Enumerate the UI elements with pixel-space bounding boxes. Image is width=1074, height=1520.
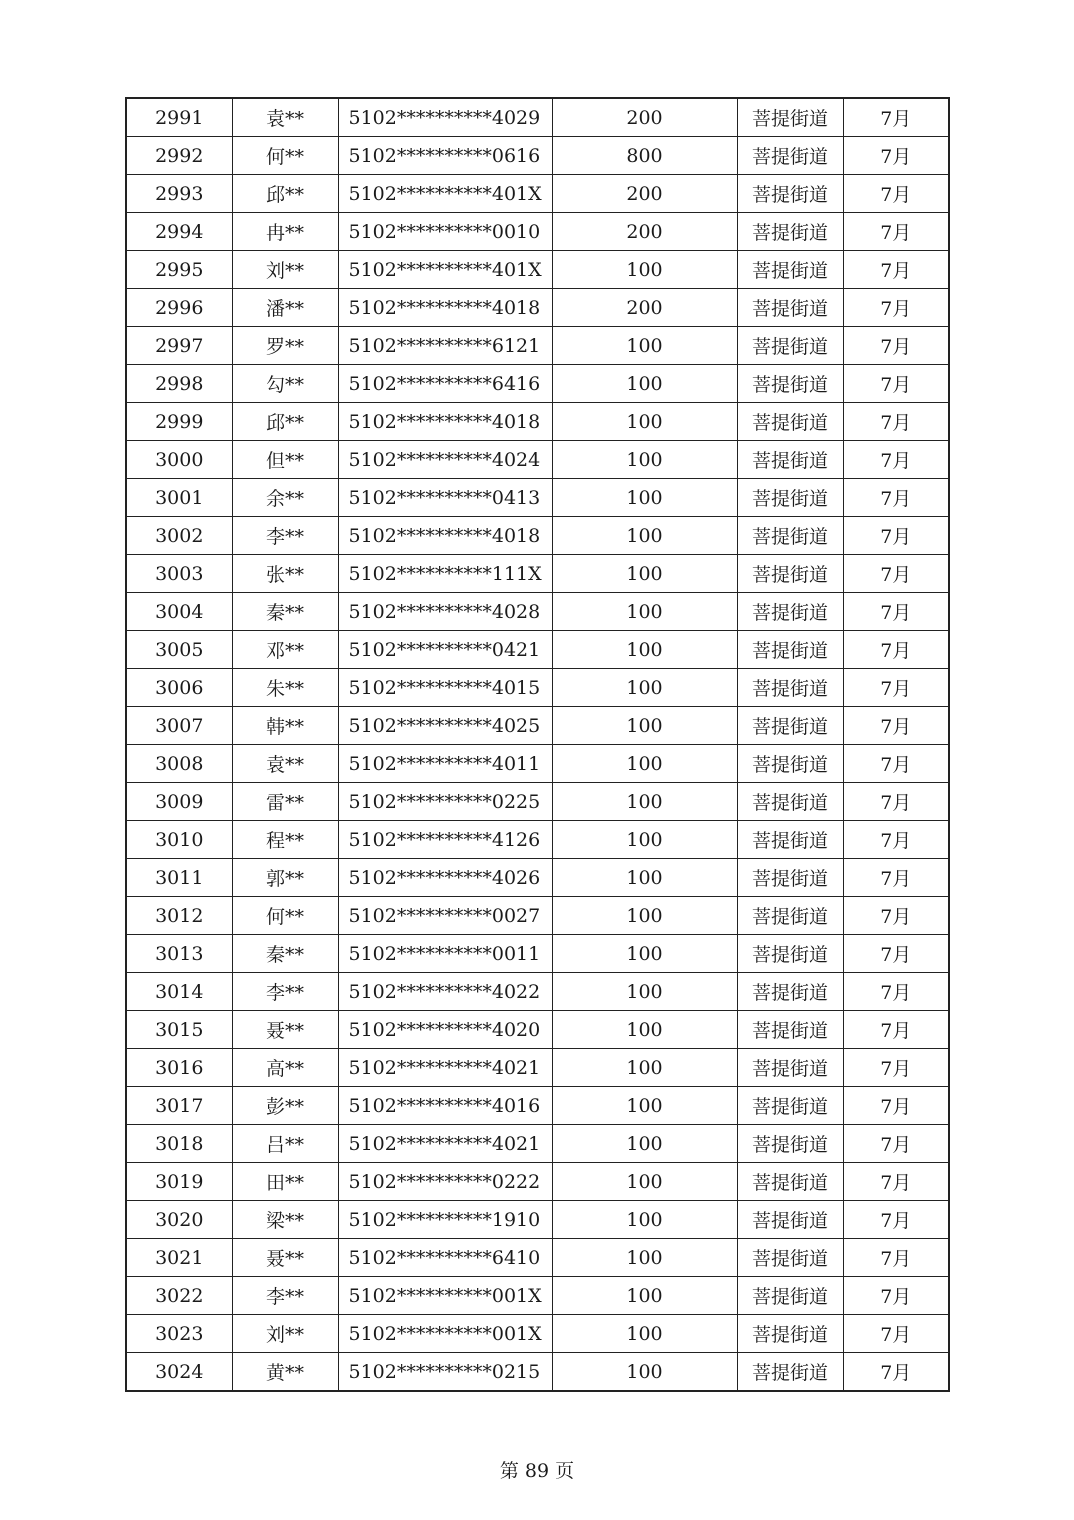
cell-month: 7月 [843,365,949,403]
cell-street: 菩提街道 [737,175,843,213]
cell-id-number: 5102**********4029 [338,98,552,137]
cell-amount: 100 [552,1049,737,1087]
cell-month: 7月 [843,897,949,935]
cell-street: 菩提街道 [737,98,843,137]
cell-month: 7月 [843,973,949,1011]
cell-name: 韩** [232,707,338,745]
cell-name: 雷** [232,783,338,821]
cell-street: 菩提街道 [737,1163,843,1201]
cell-month: 7月 [843,517,949,555]
cell-id-number: 5102**********4018 [338,517,552,555]
cell-id-number: 5102**********111X [338,555,552,593]
cell-amount: 100 [552,1315,737,1353]
cell-street: 菩提街道 [737,1277,843,1315]
cell-month: 7月 [843,1125,949,1163]
cell-month: 7月 [843,289,949,327]
cell-street: 菩提街道 [737,783,843,821]
cell-street: 菩提街道 [737,1049,843,1087]
cell-amount: 100 [552,973,737,1011]
cell-amount: 100 [552,403,737,441]
cell-month: 7月 [843,1277,949,1315]
cell-amount: 100 [552,1125,737,1163]
table-row [126,175,949,213]
cell-month: 7月 [843,1353,949,1392]
cell-amount: 100 [552,479,737,517]
cell-id-number: 5102**********0421 [338,631,552,669]
table-row [126,783,949,821]
cell-amount: 200 [552,289,737,327]
cell-name: 何** [232,897,338,935]
table-row [126,1353,949,1392]
table-row [126,1087,949,1125]
cell-street: 菩提街道 [737,213,843,251]
cell-month: 7月 [843,137,949,175]
cell-serial-number: 2992 [126,137,232,175]
table-row [126,897,949,935]
cell-id-number: 5102**********4018 [338,289,552,327]
cell-amount: 100 [552,517,737,555]
cell-street: 菩提街道 [737,935,843,973]
cell-street: 菩提街道 [737,1201,843,1239]
cell-street: 菩提街道 [737,251,843,289]
cell-serial-number: 3011 [126,859,232,897]
cell-id-number: 5102**********4015 [338,669,552,707]
cell-name: 何** [232,137,338,175]
cell-id-number: 5102**********4022 [338,973,552,1011]
cell-street: 菩提街道 [737,821,843,859]
table-row [126,289,949,327]
cell-serial-number: 2994 [126,213,232,251]
records-table-body [126,98,949,1391]
cell-serial-number: 2993 [126,175,232,213]
table-row [126,593,949,631]
cell-serial-number: 3024 [126,1353,232,1392]
cell-month: 7月 [843,403,949,441]
cell-amount: 100 [552,707,737,745]
cell-street: 菩提街道 [737,1353,843,1392]
cell-serial-number: 3019 [126,1163,232,1201]
cell-serial-number: 3001 [126,479,232,517]
cell-amount: 100 [552,1201,737,1239]
cell-serial-number: 3002 [126,517,232,555]
cell-name: 吕** [232,1125,338,1163]
table-row [126,1163,949,1201]
table-row [126,707,949,745]
cell-street: 菩提街道 [737,441,843,479]
table-row [126,859,949,897]
cell-name: 余** [232,479,338,517]
cell-name: 刘** [232,1315,338,1353]
cell-month: 7月 [843,175,949,213]
table-row [126,555,949,593]
table-row [126,821,949,859]
cell-month: 7月 [843,98,949,137]
cell-id-number: 5102**********0413 [338,479,552,517]
cell-street: 菩提街道 [737,859,843,897]
cell-id-number: 5102**********4126 [338,821,552,859]
cell-id-number: 5102**********401X [338,175,552,213]
cell-month: 7月 [843,1201,949,1239]
cell-serial-number: 3017 [126,1087,232,1125]
cell-amount: 100 [552,631,737,669]
cell-name: 聂** [232,1011,338,1049]
cell-id-number: 5102**********0225 [338,783,552,821]
cell-month: 7月 [843,593,949,631]
cell-serial-number: 3010 [126,821,232,859]
cell-street: 菩提街道 [737,593,843,631]
cell-serial-number: 3003 [126,555,232,593]
cell-street: 菩提街道 [737,669,843,707]
table-row [126,137,949,175]
cell-name: 高** [232,1049,338,1087]
table-row [126,1125,949,1163]
table-row [126,365,949,403]
table-row [126,251,949,289]
cell-amount: 100 [552,935,737,973]
table-row [126,479,949,517]
cell-street: 菩提街道 [737,479,843,517]
cell-id-number: 5102**********0027 [338,897,552,935]
cell-month: 7月 [843,783,949,821]
table-row [126,327,949,365]
cell-name: 李** [232,517,338,555]
cell-name: 刘** [232,251,338,289]
cell-month: 7月 [843,1087,949,1125]
cell-id-number: 5102**********0616 [338,137,552,175]
cell-name: 秦** [232,935,338,973]
cell-serial-number: 3000 [126,441,232,479]
cell-street: 菩提街道 [737,403,843,441]
cell-name: 罗** [232,327,338,365]
table-row [126,1011,949,1049]
table-row [126,1239,949,1277]
cell-amount: 200 [552,175,737,213]
table-row [126,517,949,555]
cell-name: 冉** [232,213,338,251]
cell-amount: 100 [552,1353,737,1392]
table-row [126,441,949,479]
cell-id-number: 5102**********0222 [338,1163,552,1201]
cell-street: 菩提街道 [737,1315,843,1353]
cell-serial-number: 3023 [126,1315,232,1353]
cell-name: 郭** [232,859,338,897]
cell-amount: 100 [552,745,737,783]
cell-name: 袁** [232,745,338,783]
cell-street: 菩提街道 [737,1087,843,1125]
cell-amount: 100 [552,441,737,479]
cell-name: 邱** [232,403,338,441]
cell-amount: 200 [552,213,737,251]
cell-street: 菩提街道 [737,973,843,1011]
cell-name: 邱** [232,175,338,213]
cell-id-number: 5102**********4026 [338,859,552,897]
cell-name: 但** [232,441,338,479]
cell-street: 菩提街道 [737,745,843,783]
cell-amount: 100 [552,1011,737,1049]
cell-id-number: 5102**********4021 [338,1049,552,1087]
cell-month: 7月 [843,859,949,897]
table-row [126,745,949,783]
cell-month: 7月 [843,669,949,707]
cell-name: 潘** [232,289,338,327]
table-row [126,1201,949,1239]
cell-amount: 100 [552,859,737,897]
cell-street: 菩提街道 [737,289,843,327]
cell-month: 7月 [843,441,949,479]
cell-name: 彭** [232,1087,338,1125]
cell-street: 菩提街道 [737,1125,843,1163]
cell-amount: 800 [552,137,737,175]
cell-serial-number: 3015 [126,1011,232,1049]
cell-id-number: 5102**********0011 [338,935,552,973]
cell-serial-number: 3018 [126,1125,232,1163]
cell-amount: 200 [552,98,737,137]
cell-serial-number: 2999 [126,403,232,441]
cell-id-number: 5102**********4016 [338,1087,552,1125]
cell-serial-number: 3014 [126,973,232,1011]
cell-month: 7月 [843,1315,949,1353]
cell-amount: 100 [552,365,737,403]
cell-id-number: 5102**********6121 [338,327,552,365]
cell-serial-number: 3009 [126,783,232,821]
page-number: 第 89 页 [499,1460,575,1482]
cell-street: 菩提街道 [737,365,843,403]
cell-id-number: 5102**********001X [338,1277,552,1315]
cell-serial-number: 3005 [126,631,232,669]
cell-street: 菩提街道 [737,555,843,593]
cell-name: 程** [232,821,338,859]
cell-id-number: 5102**********4018 [338,403,552,441]
cell-name: 李** [232,1277,338,1315]
cell-amount: 100 [552,1277,737,1315]
cell-serial-number: 3013 [126,935,232,973]
cell-serial-number: 3007 [126,707,232,745]
cell-serial-number: 3006 [126,669,232,707]
cell-amount: 100 [552,593,737,631]
cell-month: 7月 [843,1049,949,1087]
cell-month: 7月 [843,821,949,859]
table-row [126,669,949,707]
cell-id-number: 5102**********0215 [338,1353,552,1392]
cell-amount: 100 [552,1087,737,1125]
cell-name: 朱** [232,669,338,707]
cell-month: 7月 [843,1163,949,1201]
cell-amount: 100 [552,327,737,365]
table-row [126,98,949,137]
cell-serial-number: 3021 [126,1239,232,1277]
cell-name: 田** [232,1163,338,1201]
cell-id-number: 5102**********6416 [338,365,552,403]
cell-amount: 100 [552,783,737,821]
cell-id-number: 5102**********0010 [338,213,552,251]
cell-name: 黄** [232,1353,338,1392]
cell-serial-number: 3008 [126,745,232,783]
cell-serial-number: 2996 [126,289,232,327]
cell-amount: 100 [552,1163,737,1201]
cell-amount: 100 [552,251,737,289]
cell-street: 菩提街道 [737,1239,843,1277]
cell-month: 7月 [843,1239,949,1277]
cell-name: 张** [232,555,338,593]
cell-id-number: 5102**********6410 [338,1239,552,1277]
cell-serial-number: 2991 [126,98,232,137]
cell-amount: 100 [552,669,737,707]
cell-amount: 100 [552,555,737,593]
cell-street: 菩提街道 [737,517,843,555]
cell-id-number: 5102**********4021 [338,1125,552,1163]
cell-month: 7月 [843,479,949,517]
cell-serial-number: 3004 [126,593,232,631]
cell-month: 7月 [843,745,949,783]
cell-amount: 100 [552,1239,737,1277]
table-row [126,1277,949,1315]
cell-serial-number: 2998 [126,365,232,403]
records-table [125,97,950,1392]
cell-name: 袁** [232,98,338,137]
cell-street: 菩提街道 [737,327,843,365]
cell-serial-number: 2997 [126,327,232,365]
cell-month: 7月 [843,251,949,289]
cell-name: 梁** [232,1201,338,1239]
table-row [126,631,949,669]
cell-amount: 100 [552,897,737,935]
cell-street: 菩提街道 [737,137,843,175]
cell-serial-number: 3012 [126,897,232,935]
cell-id-number: 5102**********4025 [338,707,552,745]
table-row [126,1049,949,1087]
cell-street: 菩提街道 [737,897,843,935]
cell-name: 勾** [232,365,338,403]
cell-month: 7月 [843,327,949,365]
cell-id-number: 5102**********4020 [338,1011,552,1049]
cell-name: 聂** [232,1239,338,1277]
cell-id-number: 5102**********401X [338,251,552,289]
cell-month: 7月 [843,1011,949,1049]
cell-id-number: 5102**********1910 [338,1201,552,1239]
table-row [126,973,949,1011]
cell-street: 菩提街道 [737,631,843,669]
table-row [126,1315,949,1353]
cell-id-number: 5102**********4024 [338,441,552,479]
cell-month: 7月 [843,935,949,973]
cell-street: 菩提街道 [737,1011,843,1049]
cell-name: 邓** [232,631,338,669]
cell-month: 7月 [843,707,949,745]
cell-id-number: 5102**********001X [338,1315,552,1353]
cell-id-number: 5102**********4011 [338,745,552,783]
cell-amount: 100 [552,821,737,859]
cell-id-number: 5102**********4028 [338,593,552,631]
cell-month: 7月 [843,213,949,251]
cell-serial-number: 3020 [126,1201,232,1239]
cell-serial-number: 2995 [126,251,232,289]
table-row [126,935,949,973]
cell-serial-number: 3022 [126,1277,232,1315]
cell-street: 菩提街道 [737,707,843,745]
cell-name: 李** [232,973,338,1011]
cell-name: 秦** [232,593,338,631]
cell-month: 7月 [843,631,949,669]
cell-month: 7月 [843,555,949,593]
table-row [126,213,949,251]
table-row [126,403,949,441]
cell-serial-number: 3016 [126,1049,232,1087]
